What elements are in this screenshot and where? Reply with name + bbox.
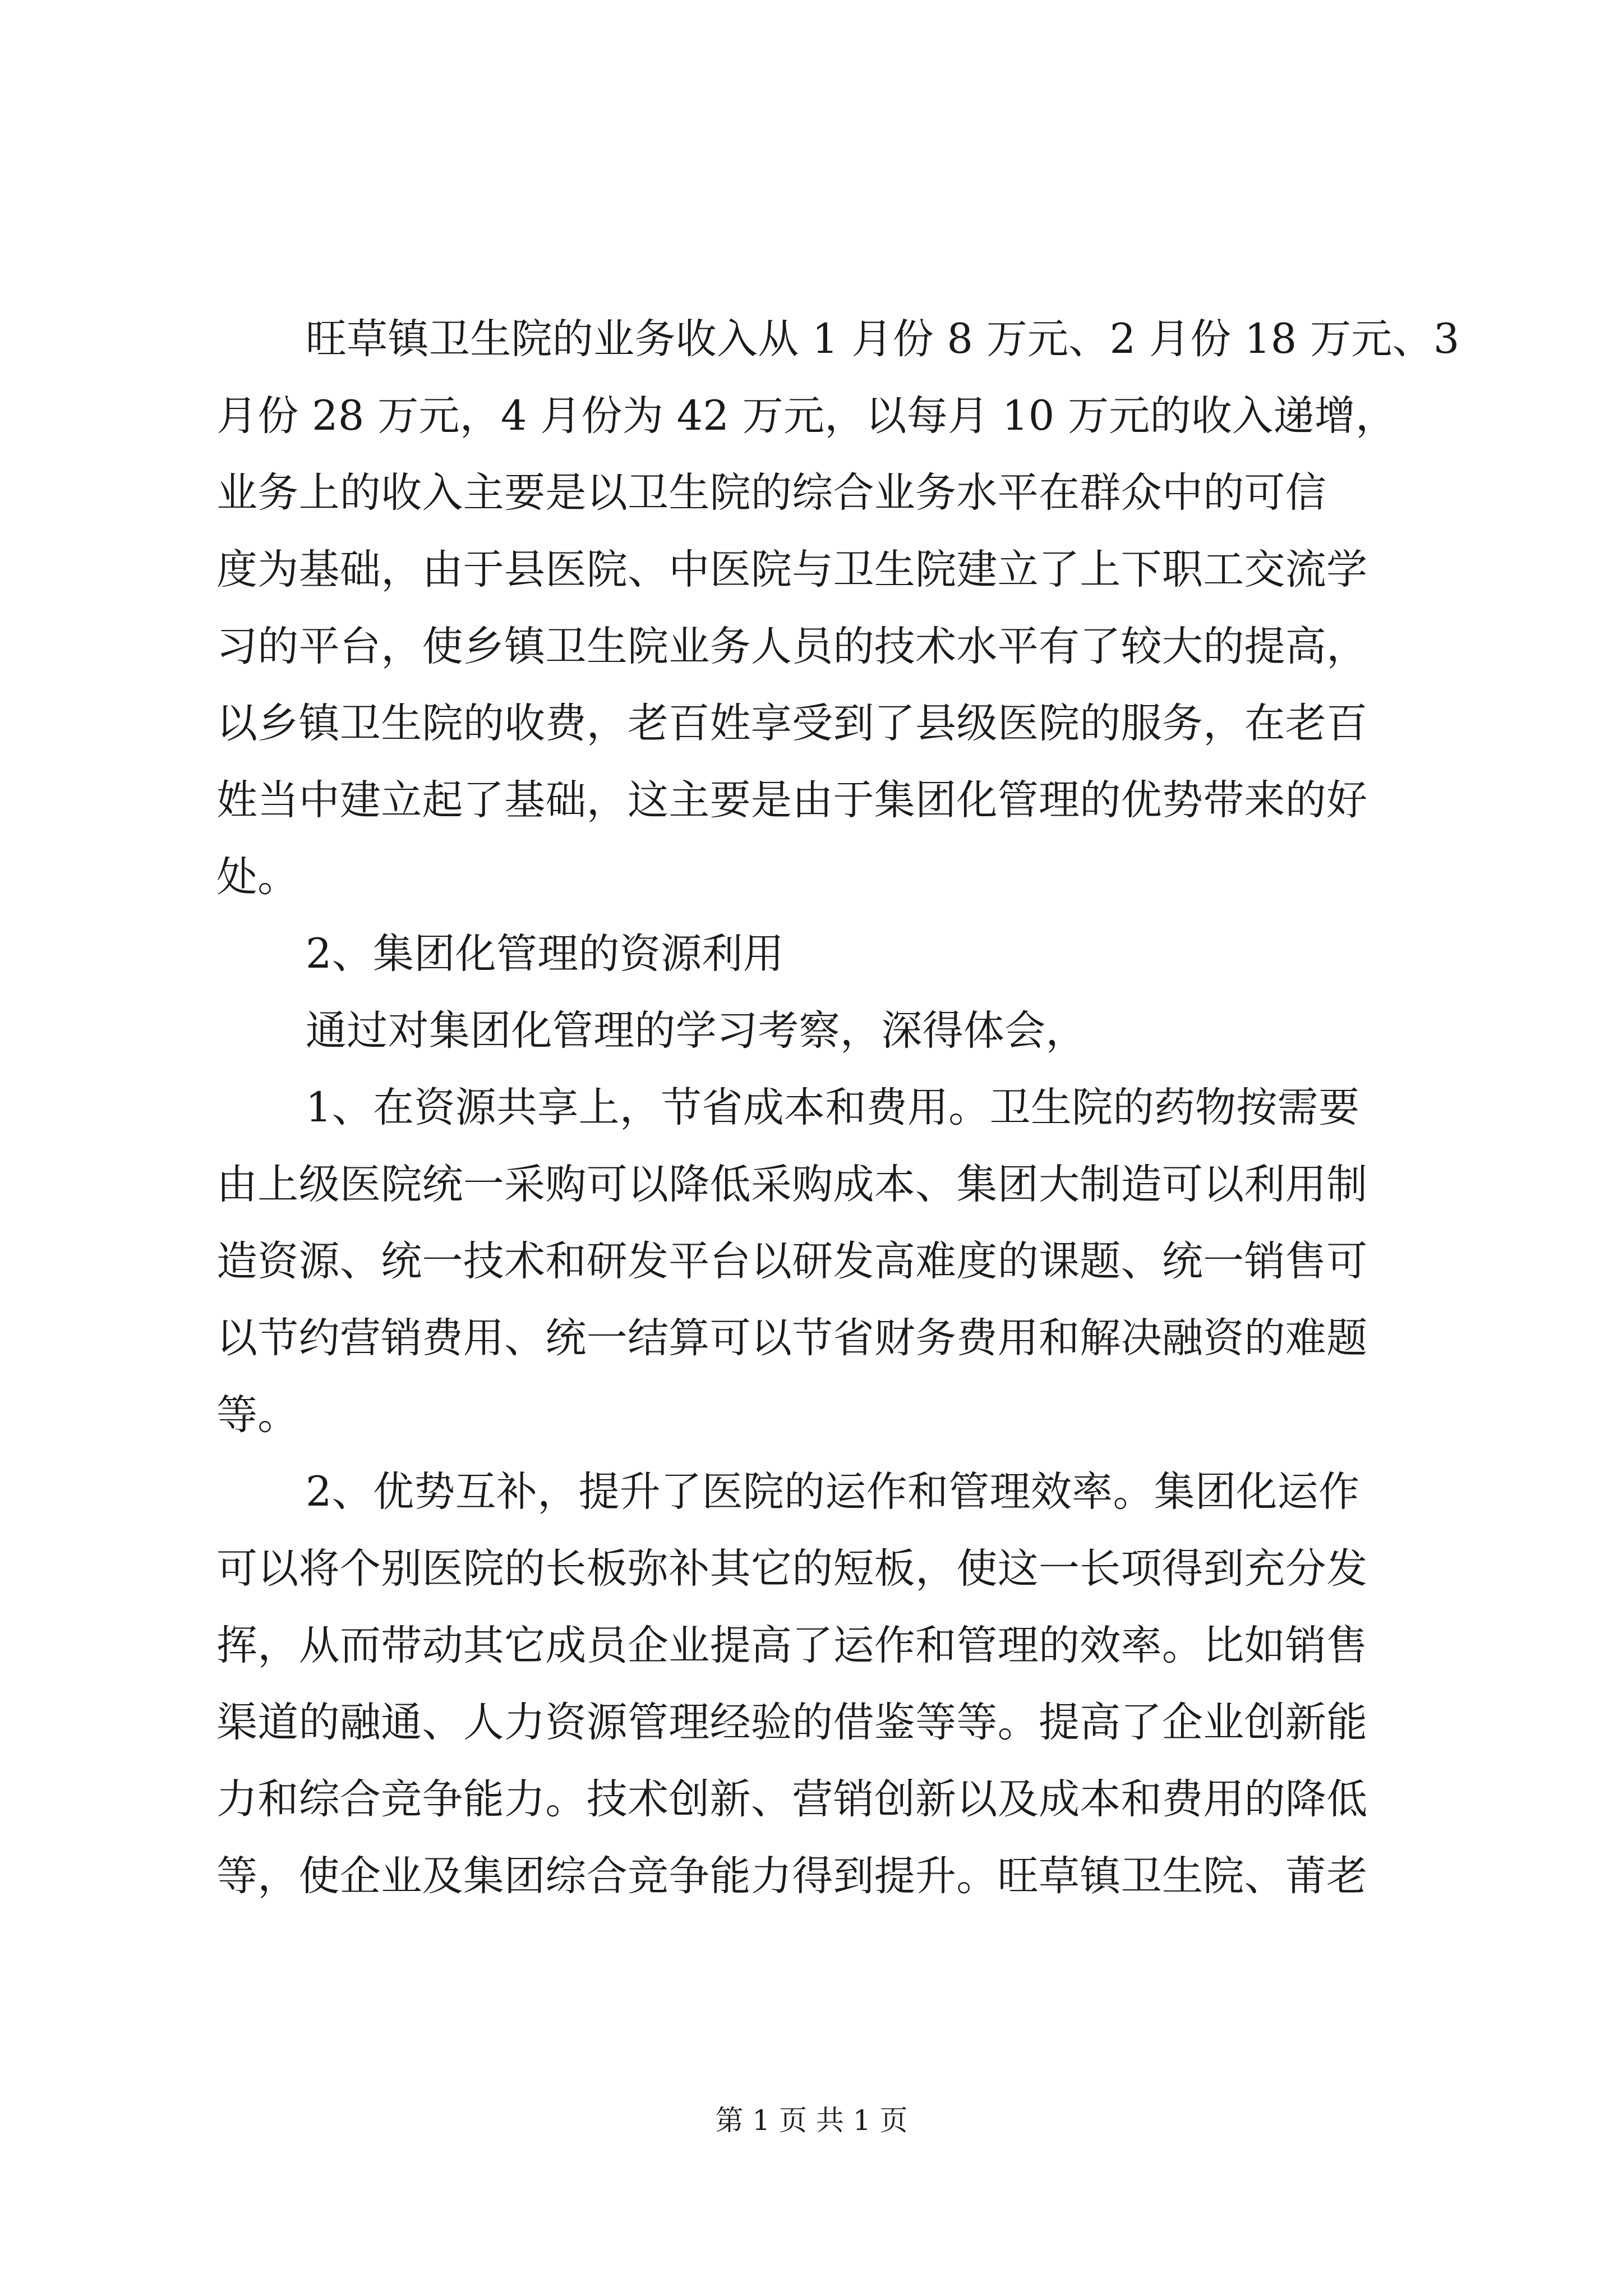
- text-line: 姓当中建立起了基础，这主要是由于集团化管理的优势带来的好: [216, 776, 1368, 824]
- text-line: 渠道的融通、人力资源管理经验的借鉴等等。提高了企业创新能: [216, 1699, 1368, 1746]
- text-line: 力和综合竞争能力。技术创新、营销创新以及成本和费用的降低: [216, 1775, 1368, 1823]
- text-line: 造资源、统一技术和研发平台以研发高难度的课题、统一销售可: [216, 1237, 1368, 1285]
- text-line: 月份 28 万元，4 月份为 42 万元，以每月 10 万元的收入递增，: [216, 392, 1397, 440]
- text-line: 旺草镇卫生院的业务收入从 1 月份 8 万元、2 月份 18 万元、3: [306, 315, 1460, 363]
- text-line: 以乡镇卫生院的收费，老百姓享受到了县级医院的服务，在老百: [216, 700, 1368, 747]
- text-line: 通过对集团化管理的学习考察，深得体会，: [306, 1007, 1087, 1055]
- text-line: 2、优势互补，提升了医院的运作和管理效率。集团化运作: [306, 1468, 1360, 1516]
- text-line: 业务上的收入主要是以卫生院的综合业务水平在群众中的可信: [216, 469, 1327, 517]
- text-line: 等，使企业及集团综合竞争能力得到提升。旺草镇卫生院、莆老: [216, 1852, 1368, 1900]
- text-line: 可以将个别医院的长板弥补其它的短板，使这一长项得到充分发: [216, 1545, 1368, 1593]
- page-number-footer: 第 1 页 共 1 页: [715, 2104, 908, 2137]
- text-line: 度为基础，由于县医院、中医院与卫生院建立了上下职工交流学: [216, 546, 1368, 593]
- text-line: 挥，从而带动其它成员企业提高了运作和管理的效率。比如销售: [216, 1622, 1368, 1669]
- text-line: 1、在资源共享上，节省成本和费用。卫生院的药物按需要: [306, 1084, 1360, 1131]
- text-line: 由上级医院统一采购可以降低采购成本、集团大制造可以利用制: [216, 1161, 1368, 1208]
- text-line: 处。: [216, 853, 299, 901]
- text-line: 习的平台，使乡镇卫生院业务人员的技术水平有了较大的提高，: [216, 623, 1368, 670]
- text-line: 等。: [216, 1391, 299, 1439]
- text-line: 以节约营销费用、统一结算可以节省财务费用和解决融资的难题: [216, 1314, 1368, 1362]
- section-heading: 2、集团化管理的资源利用: [306, 930, 785, 978]
